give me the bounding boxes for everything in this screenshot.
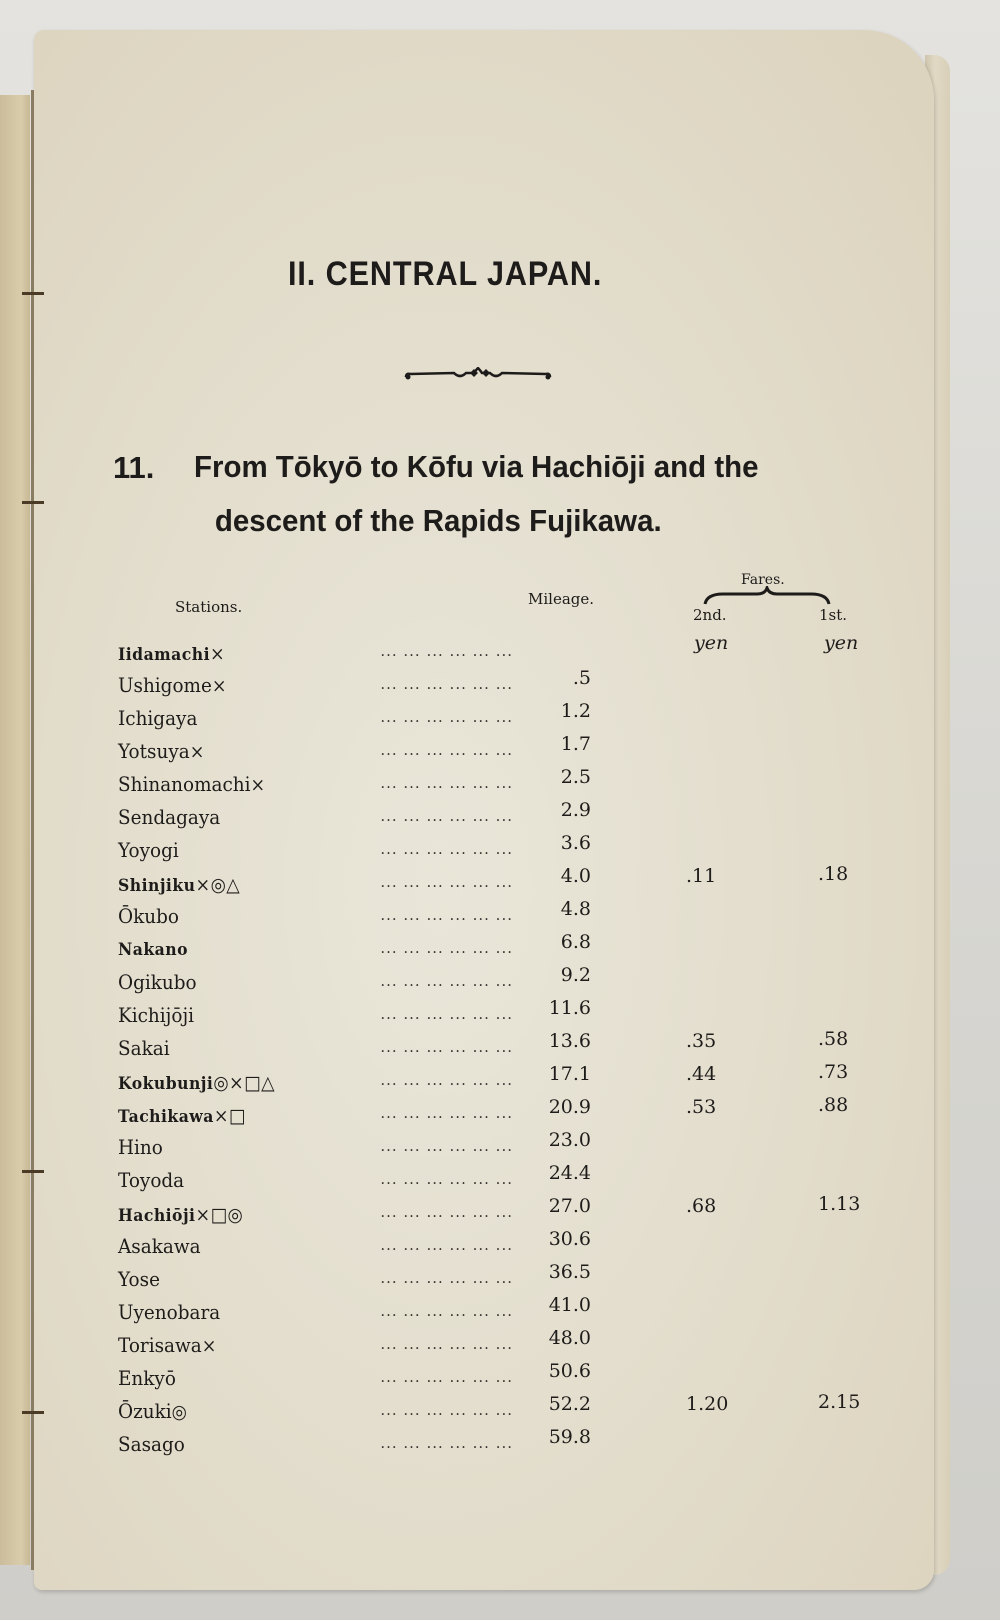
- station-symbols-icon: ×: [211, 675, 227, 697]
- station-row: [118, 766, 898, 805]
- leader-dots: ... ... ... ... ... ...: [380, 1170, 513, 1188]
- station-name: [118, 673, 227, 697]
- mileage-cell: 41.0: [548, 1294, 591, 1316]
- station-name-text: Torisawa: [118, 1333, 202, 1357]
- leader-dots: ... ... ... ... ... ...: [380, 906, 513, 924]
- station-symbols-icon: ×□◎: [195, 1204, 244, 1226]
- stations-header: Stations.: [175, 598, 243, 616]
- station-name: [118, 1432, 185, 1456]
- station-name-text: Sakai: [118, 1036, 170, 1060]
- leader-dots: ... ... ... ... ... ...: [380, 1104, 513, 1122]
- station-name: [118, 1003, 194, 1027]
- binding-stitch: [22, 1411, 44, 1414]
- station-name-text: Sasago: [118, 1432, 185, 1456]
- mileage-cell: 20.9: [548, 1096, 591, 1118]
- mileage-cell: 48.0: [548, 1327, 591, 1349]
- station-row: [118, 832, 898, 871]
- mileage-cell: 52.2: [548, 1393, 591, 1415]
- binding-spine: [31, 90, 34, 1570]
- leader-dots: ... ... ... ... ... ...: [380, 1434, 513, 1452]
- station-symbols-icon: ×: [209, 643, 226, 665]
- station-name: [118, 1333, 216, 1357]
- station-name: [118, 1267, 160, 1291]
- first-class-header: 1st.: [819, 606, 848, 624]
- station-name-text: Nakano: [118, 940, 188, 960]
- station-name: [118, 838, 179, 862]
- station-name: [118, 739, 204, 763]
- mileage-cell: 50.6: [548, 1360, 591, 1382]
- station-row: [118, 1028, 898, 1069]
- binding-stitch: [22, 292, 44, 295]
- station-row: [118, 1360, 898, 1399]
- station-name-text: Ichigaya: [118, 706, 198, 730]
- leader-dots: ... ... ... ... ... ...: [380, 939, 513, 957]
- station-name-text: Iidamachi: [118, 645, 210, 665]
- station-row: [118, 964, 898, 1003]
- mileage-cell: 4.0: [560, 865, 591, 887]
- fare-1st-cell: .73: [818, 1061, 849, 1083]
- fare-2nd-cell: .11: [686, 865, 717, 887]
- mileage-cell: 2.5: [560, 766, 591, 788]
- station-row: [118, 733, 898, 772]
- station-symbols-icon: ×: [201, 1335, 217, 1357]
- station-name: [118, 1036, 170, 1060]
- station-row: [118, 898, 898, 937]
- mileage-cell: 36.5: [548, 1261, 591, 1283]
- leader-dots: ... ... ... ... ... ...: [380, 972, 513, 990]
- station-name: [118, 1135, 163, 1159]
- station-name-text: Yose: [118, 1267, 160, 1291]
- stations-table: [118, 640, 898, 1465]
- station-name-text: Shinanomachi: [118, 772, 251, 796]
- route-number: 11.: [113, 450, 155, 485]
- station-symbols-icon: ×: [250, 774, 266, 796]
- station-name: [118, 1072, 275, 1094]
- station-row: [118, 1162, 898, 1201]
- station-name-text: Hino: [118, 1135, 163, 1159]
- leader-dots: ... ... ... ... ... ...: [380, 1038, 513, 1056]
- station-row: [118, 640, 898, 673]
- station-row: [118, 931, 898, 970]
- fare-2nd-cell: .35: [686, 1030, 717, 1052]
- station-name-text: Ogikubo: [118, 970, 197, 994]
- leader-dots: ... ... ... ... ... ...: [380, 1005, 513, 1023]
- leader-dots: ... ... ... ... ... ...: [380, 1236, 513, 1254]
- station-row: [118, 667, 898, 706]
- leader-dots: ... ... ... ... ... ...: [380, 807, 513, 825]
- fare-1st-cell: 2.15: [818, 1391, 861, 1413]
- mileage-cell: 1.2: [560, 700, 591, 722]
- leader-dots: ... ... ... ... ... ...: [380, 1203, 513, 1221]
- section-title: II. CENTRAL JAPAN.: [288, 255, 603, 293]
- station-row: [118, 1228, 898, 1267]
- fares-header: Fares.: [741, 572, 785, 588]
- mileage-cell: 17.1: [548, 1063, 591, 1085]
- station-symbols-icon: ◎×□△: [213, 1072, 276, 1094]
- leader-dots: ... ... ... ... ... ...: [380, 1401, 513, 1419]
- station-name: [118, 1168, 184, 1192]
- station-name: [118, 904, 179, 928]
- station-row: [118, 1327, 898, 1366]
- station-name-text: Uyenobara: [118, 1300, 221, 1324]
- station-row: [118, 863, 898, 904]
- mileage-header: Mileage.: [528, 590, 595, 608]
- mileage-cell: 13.6: [548, 1030, 591, 1052]
- route-title: [194, 440, 840, 548]
- station-row: [118, 1129, 898, 1168]
- station-row: [118, 1094, 898, 1135]
- station-name-text: Kokubunji: [118, 1074, 214, 1094]
- leader-dots: ... ... ... ... ... ...: [380, 840, 513, 858]
- mileage-cell: 23.0: [548, 1129, 591, 1151]
- second-class-header: 2nd.: [693, 606, 727, 624]
- station-name-text: Ōkubo: [118, 904, 179, 928]
- leader-dots: ... ... ... ... ... ...: [380, 741, 513, 759]
- fare-2nd-cell: .44: [686, 1063, 717, 1085]
- station-name-text: Kichijōji: [118, 1003, 195, 1027]
- station-name-text: Asakawa: [118, 1234, 201, 1258]
- mileage-cell: 2.9: [560, 799, 591, 821]
- station-row: [118, 1391, 898, 1432]
- station-name-text: Sendagaya: [118, 805, 221, 829]
- mileage-cell: 24.4: [548, 1162, 591, 1184]
- station-row: [118, 1061, 898, 1102]
- station-name-text: Shinjiku: [118, 876, 196, 896]
- station-name-text: Yoyogi: [118, 838, 179, 862]
- mileage-cell: 1.7: [560, 733, 591, 755]
- fare-2nd-cell: .53: [686, 1096, 717, 1118]
- station-row: [118, 799, 898, 838]
- station-symbols-icon: ×: [189, 741, 205, 763]
- station-name: [118, 1105, 246, 1127]
- station-name: [118, 940, 188, 960]
- station-name: [118, 874, 240, 896]
- station-name-text: Toyoda: [118, 1168, 185, 1192]
- mileage-cell: .5: [572, 667, 591, 689]
- mileage-cell: 27.0: [548, 1195, 591, 1217]
- station-name: [118, 970, 197, 994]
- station-symbols-icon: ◎: [171, 1401, 187, 1423]
- station-row: [118, 1426, 898, 1465]
- fare-1st-cell: .18: [818, 863, 849, 885]
- leader-dots: ... ... ... ... ... ...: [380, 1368, 513, 1386]
- mileage-cell: 30.6: [548, 1228, 591, 1250]
- binding-stitch: [22, 1170, 44, 1173]
- station-name-text: Hachiōji: [118, 1206, 196, 1226]
- station-name: [118, 1300, 220, 1324]
- station-symbols-icon: ×◎△: [195, 874, 241, 896]
- leader-dots: ... ... ... ... ... ...: [380, 1071, 513, 1089]
- facing-page-edge: [0, 95, 30, 1565]
- leader-dots: ... ... ... ... ... ...: [380, 1302, 513, 1320]
- station-name-text: Enkyō: [118, 1366, 176, 1390]
- station-name-text: Ushigome: [118, 673, 212, 697]
- station-name: [118, 706, 197, 730]
- leader-dots: ... ... ... ... ... ...: [380, 1335, 513, 1353]
- station-name: [118, 643, 225, 665]
- leader-dots: ... ... ... ... ... ...: [380, 1269, 513, 1287]
- fare-1st-cell: 1.13: [818, 1193, 861, 1215]
- station-row: [118, 1193, 898, 1234]
- mileage-cell: 9.2: [560, 964, 591, 986]
- fare-2nd-cell: 1.20: [686, 1393, 729, 1415]
- station-name: [118, 805, 220, 829]
- first-class-unit: yen: [824, 632, 859, 654]
- fare-1st-cell: .88: [818, 1094, 849, 1116]
- mileage-cell: 11.6: [548, 997, 591, 1019]
- station-name: [118, 772, 265, 796]
- station-name: [118, 1399, 187, 1423]
- mileage-cell: 6.8: [560, 931, 591, 953]
- leader-dots: ... ... ... ... ... ...: [380, 774, 513, 792]
- binding-stitch: [22, 501, 44, 504]
- station-name-text: Yotsuya: [118, 739, 190, 763]
- mileage-cell: 3.6: [560, 832, 591, 854]
- route-title-line-2: descent of the Rapids Fujikawa.: [214, 503, 662, 538]
- leader-dots: ... ... ... ... ... ...: [380, 642, 513, 660]
- route-title-line-1: From Tōkyō to Kōfu via Hachiōji and the: [194, 449, 759, 484]
- station-symbols-icon: ×□: [213, 1105, 246, 1127]
- station-row: [118, 1294, 898, 1333]
- station-name: [118, 1366, 176, 1390]
- station-name: [118, 1234, 201, 1258]
- mileage-cell: 59.8: [548, 1426, 591, 1448]
- station-name: [118, 1204, 243, 1226]
- station-name-text: Ōzuki: [118, 1399, 172, 1423]
- fares-brace-icon: [703, 586, 831, 606]
- station-row: [118, 997, 898, 1036]
- fare-1st-cell: .58: [818, 1028, 849, 1050]
- leader-dots: ... ... ... ... ... ...: [380, 675, 513, 693]
- mileage-cell: 4.8: [560, 898, 591, 920]
- leader-dots: ... ... ... ... ... ...: [380, 708, 513, 726]
- leader-dots: ... ... ... ... ... ...: [380, 1137, 513, 1155]
- station-name-text: Tachikawa: [118, 1107, 214, 1127]
- second-class-unit: yen: [694, 632, 729, 654]
- leader-dots: ... ... ... ... ... ...: [380, 873, 513, 891]
- station-row: [118, 1261, 898, 1300]
- ornament-divider-icon: [404, 367, 552, 385]
- fare-2nd-cell: .68: [686, 1195, 717, 1217]
- station-row: [118, 700, 898, 739]
